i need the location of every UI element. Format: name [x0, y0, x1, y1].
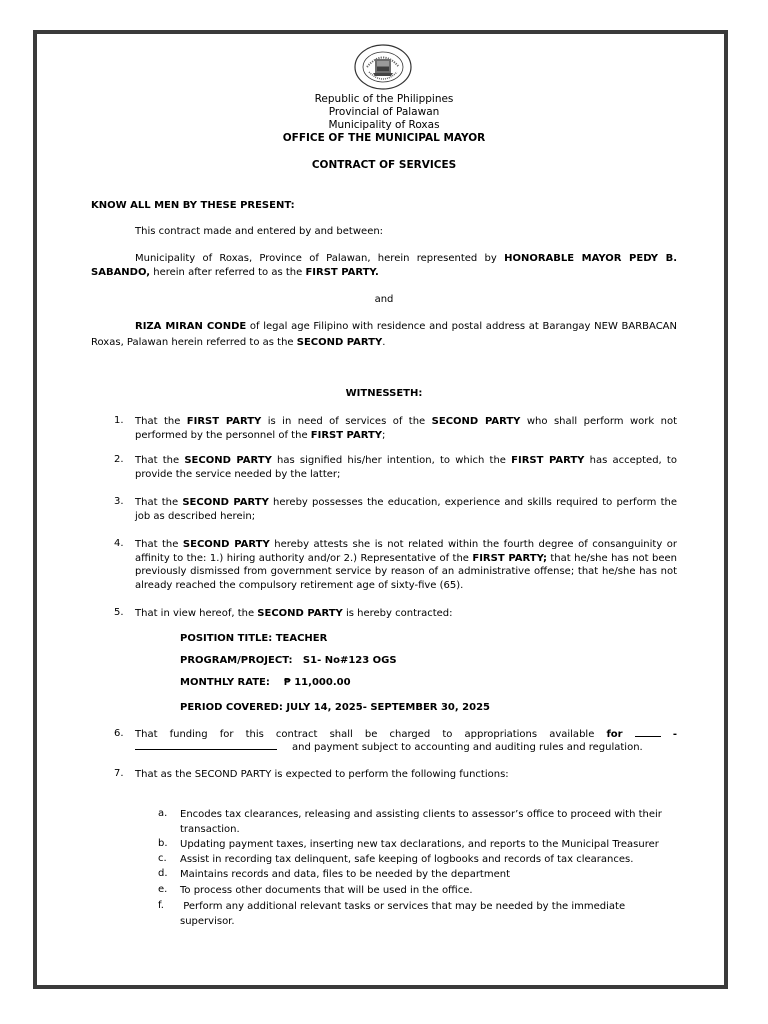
item-number: 1. [114, 415, 124, 426]
function-text: Maintains records and data, files to be needed by the department [180, 869, 511, 880]
municipal-seal-icon [353, 44, 413, 90]
office-title: OFFICE OF THE MUNICIPAL MAYOR [282, 132, 486, 144]
function-label: b. [158, 838, 168, 849]
item-3: That the SECOND PARTY hereby possesses the education, experience and skills required to perform the job as described herein; [135, 497, 677, 522]
item-6-line-2: and payment subject to accounting and auditing rules and regulation. [135, 741, 677, 755]
second-party-paragraph: RIZA MIRAN CONDE of legal age Filipino with residence and postal address at Barangay NEW BARBACAN Roxas, Palawan herein referred to as the SECOND PARTY. [91, 321, 678, 348]
item-number: 4. [114, 538, 124, 549]
document-title: CONTRACT OF SERVICES [311, 159, 457, 171]
function-text: Updating payment taxes, inserting new tax declarations, and reports to the Municipal Treasurer [180, 839, 659, 850]
header-line-1: Republic of the Philippines [314, 93, 454, 105]
item-6-line-1: That funding for this contract shall be charged to appropriations available for - [135, 729, 677, 740]
first-party-paragraph: Municipality of Roxas, Province of Palawan, herein represented by HONORABLE MAYOR PEDY B. SABANDO, herein after referred to as the FIRST PARTY. [91, 253, 677, 278]
function-label: d. [158, 868, 168, 879]
function-text: Assist in recording tax delinquent, safe keeping of logbooks and records of tax clearances. [180, 854, 634, 865]
function-text: Perform any additional relevant tasks or services that may be needed by the immediate supervisor. [180, 901, 629, 927]
item-number: 6. [114, 728, 124, 739]
item-number: 5. [114, 607, 124, 618]
item-number: 2. [114, 454, 124, 465]
item-1: That the FIRST PARTY is in need of services of the SECOND PARTY who shall perform work not performed by the personnel of the FIRST PARTY; [135, 416, 678, 441]
item-4: That the SECOND PARTY hereby attests she is not related within the fourth degree of consanguinity or affinity to the: 1.) hiring authority and/or 2.) Representative of the FIRST PARTY; that he/she has not been previously dismissed from government service by reason of an administrative offense; that he/she has not already reached the compulsory retirement age of sixty-five (65). [135, 539, 677, 591]
item-number: 3. [114, 496, 124, 507]
blank-line [635, 736, 661, 737]
function-label: c. [158, 853, 167, 864]
made-line: This contract made and entered by and between: [135, 226, 384, 237]
header-line-2: Provincial of Palawan [328, 106, 440, 118]
position-title: POSITION TITLE: TEACHER [180, 633, 328, 644]
blank-line [135, 749, 277, 750]
function-label: f. [158, 900, 164, 911]
header-line-3: Municipality of Roxas [328, 119, 440, 131]
item-number: 7. [114, 768, 124, 779]
witnesseth-heading: WITNESSETH: [345, 388, 423, 399]
know-all-heading: KNOW ALL MEN BY THESE PRESENT: [91, 200, 295, 211]
monthly-rate: MONTHLY RATE: ₱ 11,000.00 [180, 677, 351, 688]
function-label: e. [158, 884, 168, 895]
function-text: To process other documents that will be used in the office. [180, 885, 473, 896]
item-2: That the SECOND PARTY has signified his/her intention, to which the FIRST PARTY has accepted, to provide the service needed by the latter; [135, 455, 677, 480]
function-label: a. [158, 808, 168, 819]
period-covered: PERIOD COVERED: JULY 14, 2025- SEPTEMBER 30, 2025 [180, 702, 490, 713]
program-project: PROGRAM/PROJECT: S1- No#123 OGS [180, 655, 397, 666]
item-7: That as the SECOND PARTY is expected to perform the following functions: [135, 769, 509, 780]
function-text: Encodes tax clearances, releasing and assisting clients to assessor’s office to proceed with their transaction. [180, 809, 662, 835]
item-5: That in view hereof, the SECOND PARTY is hereby contracted: [135, 608, 453, 619]
and-line: and [374, 294, 394, 305]
